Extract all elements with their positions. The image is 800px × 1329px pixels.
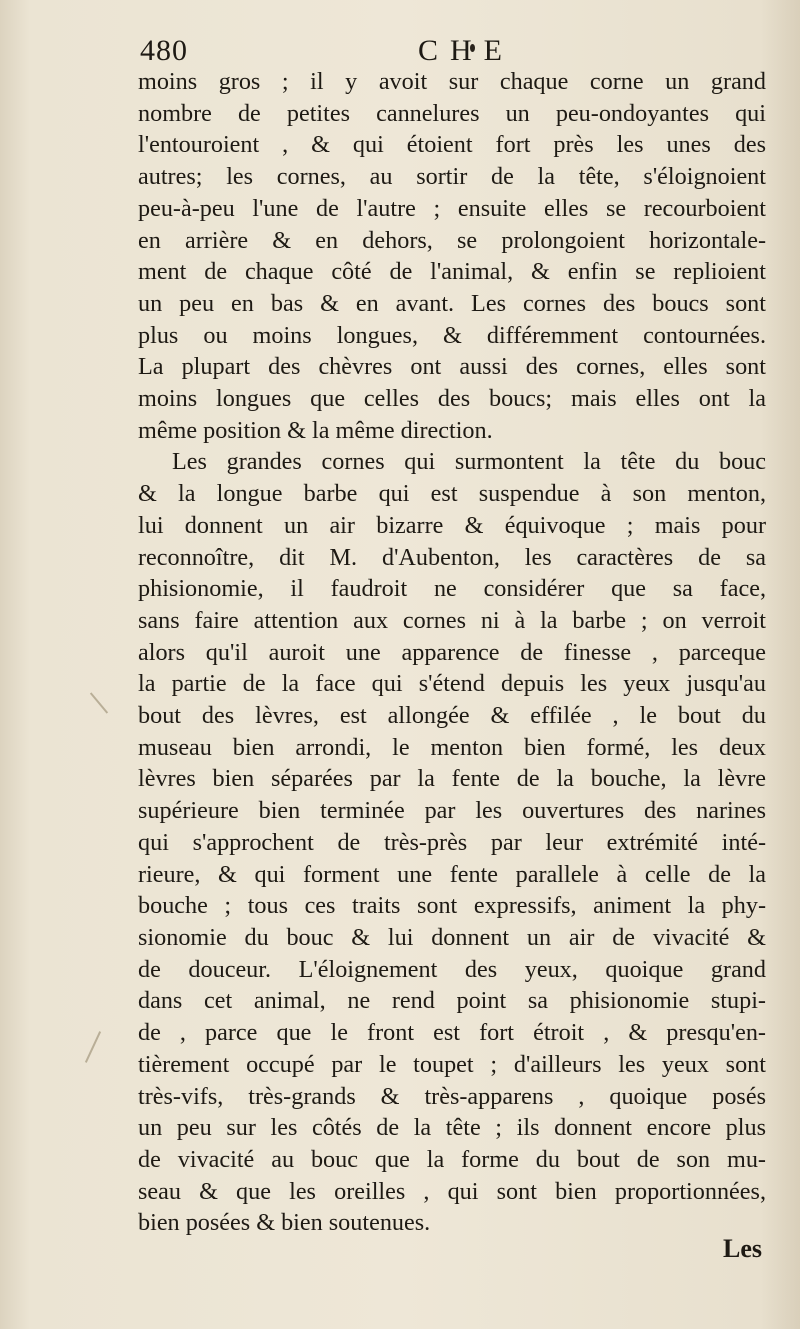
page-number: 480 [140,34,188,67]
margin-pencil-mark [90,692,108,713]
text-line: de , parce que le front est fort étroit , & presqu'en- [138,1019,766,1047]
text-line: autres; les cornes, au sortir de la tête, s'éloignoient [138,163,766,191]
text-line: phisionomie, il faudroit ne considérer que sa face, [138,575,766,603]
text-line: plus ou moins longues, & différemment contournées. [138,321,766,349]
text-line: nombre de petites cannelures un peu-ondoyantes qui [138,99,766,127]
text-line: reconnoître, dit M. d'Aubenton, les caractères de sa [138,543,766,571]
text-line: un peu sur les côtés de la tête ; ils donnent encore plus [138,1114,766,1142]
text-line: La plupart des chèvres ont aussi des cornes, elles sont [138,353,766,381]
text-line: bouche ; tous ces traits sont expressifs, animent la phy- [138,892,766,920]
text-line: supérieure bien terminée par les ouvertures des narines [138,797,766,825]
text-line: & la longue barbe qui est suspendue à son menton, [138,480,766,508]
text-line: dans cet animal, ne rend point sa phisionomie stupi- [138,987,766,1015]
paragraph-end-line: bien posées & bien soutenues. [138,1209,431,1237]
text-line: qui s'approchent de très-près par leur extrémité inté- [138,828,766,856]
text-line: sans faire attention aux cornes ni à la barbe ; on verroit [138,606,766,634]
text-line: un peu en bas & en avant. Les cornes des boucs sont [138,289,766,317]
margin-pencil-mark [85,1031,101,1063]
text-line: moins gros ; il y avoit sur chaque corne un grand [138,68,766,95]
text-line: l'entouroient , & qui étoient fort près les unes des [138,131,766,159]
text-line: museau bien arrondi, le menton bien formé, les deux [138,733,766,761]
running-head: CHE [418,34,514,67]
catchword: Les [723,1234,762,1263]
text-line: rieure, & qui forment une fente parallele à celle de la [138,860,766,888]
text-line: tièrement occupé par le toupet ; d'ailleurs les yeux sont [138,1050,766,1078]
text-line: en arrière & en dehors, se prolongoient horizontale- [138,226,766,254]
text-line: moins longues que celles des boucs; mais elles ont la [138,385,766,413]
body-text [138,66,766,1239]
text-line: de vivacité au bouc que la forme du bout de son mu- [138,1145,766,1173]
text-line: seau & que les oreilles , qui sont bien proportionnées, [138,1177,766,1205]
text-line: de douceur. L'éloignement des yeux, quoique grand [138,955,766,983]
text-line: lèvres bien séparées par la fente de la bouche, la lèvre [138,765,766,793]
text-line: peu-à-peu l'une de l'autre ; ensuite elles se recourboient [138,194,766,222]
text-line: lui donnent un air bizarre & équivoque ; mais pour [138,511,766,539]
text-line: très-vifs, très-grands & très-apparens , quoique posés [138,1082,766,1110]
text-line: alors qu'il auroit une apparence de finesse , parceque [138,638,766,666]
text-line: sionomie du bouc & lui donnent un air de vivacité & [138,923,766,951]
text-line: bout des lèvres, est allongée & effilée , le bout du [138,702,766,730]
paragraph-start-line: Les grandes cornes qui surmontent la tête du bouc [172,448,766,476]
paragraph-end-line: même position & la même direction. [138,416,493,444]
text-line: ment de chaque côté de l'animal, & enfin se replioient [138,258,766,286]
text-line: la partie de la face qui s'étend depuis les yeux jusqu'au [138,670,766,698]
